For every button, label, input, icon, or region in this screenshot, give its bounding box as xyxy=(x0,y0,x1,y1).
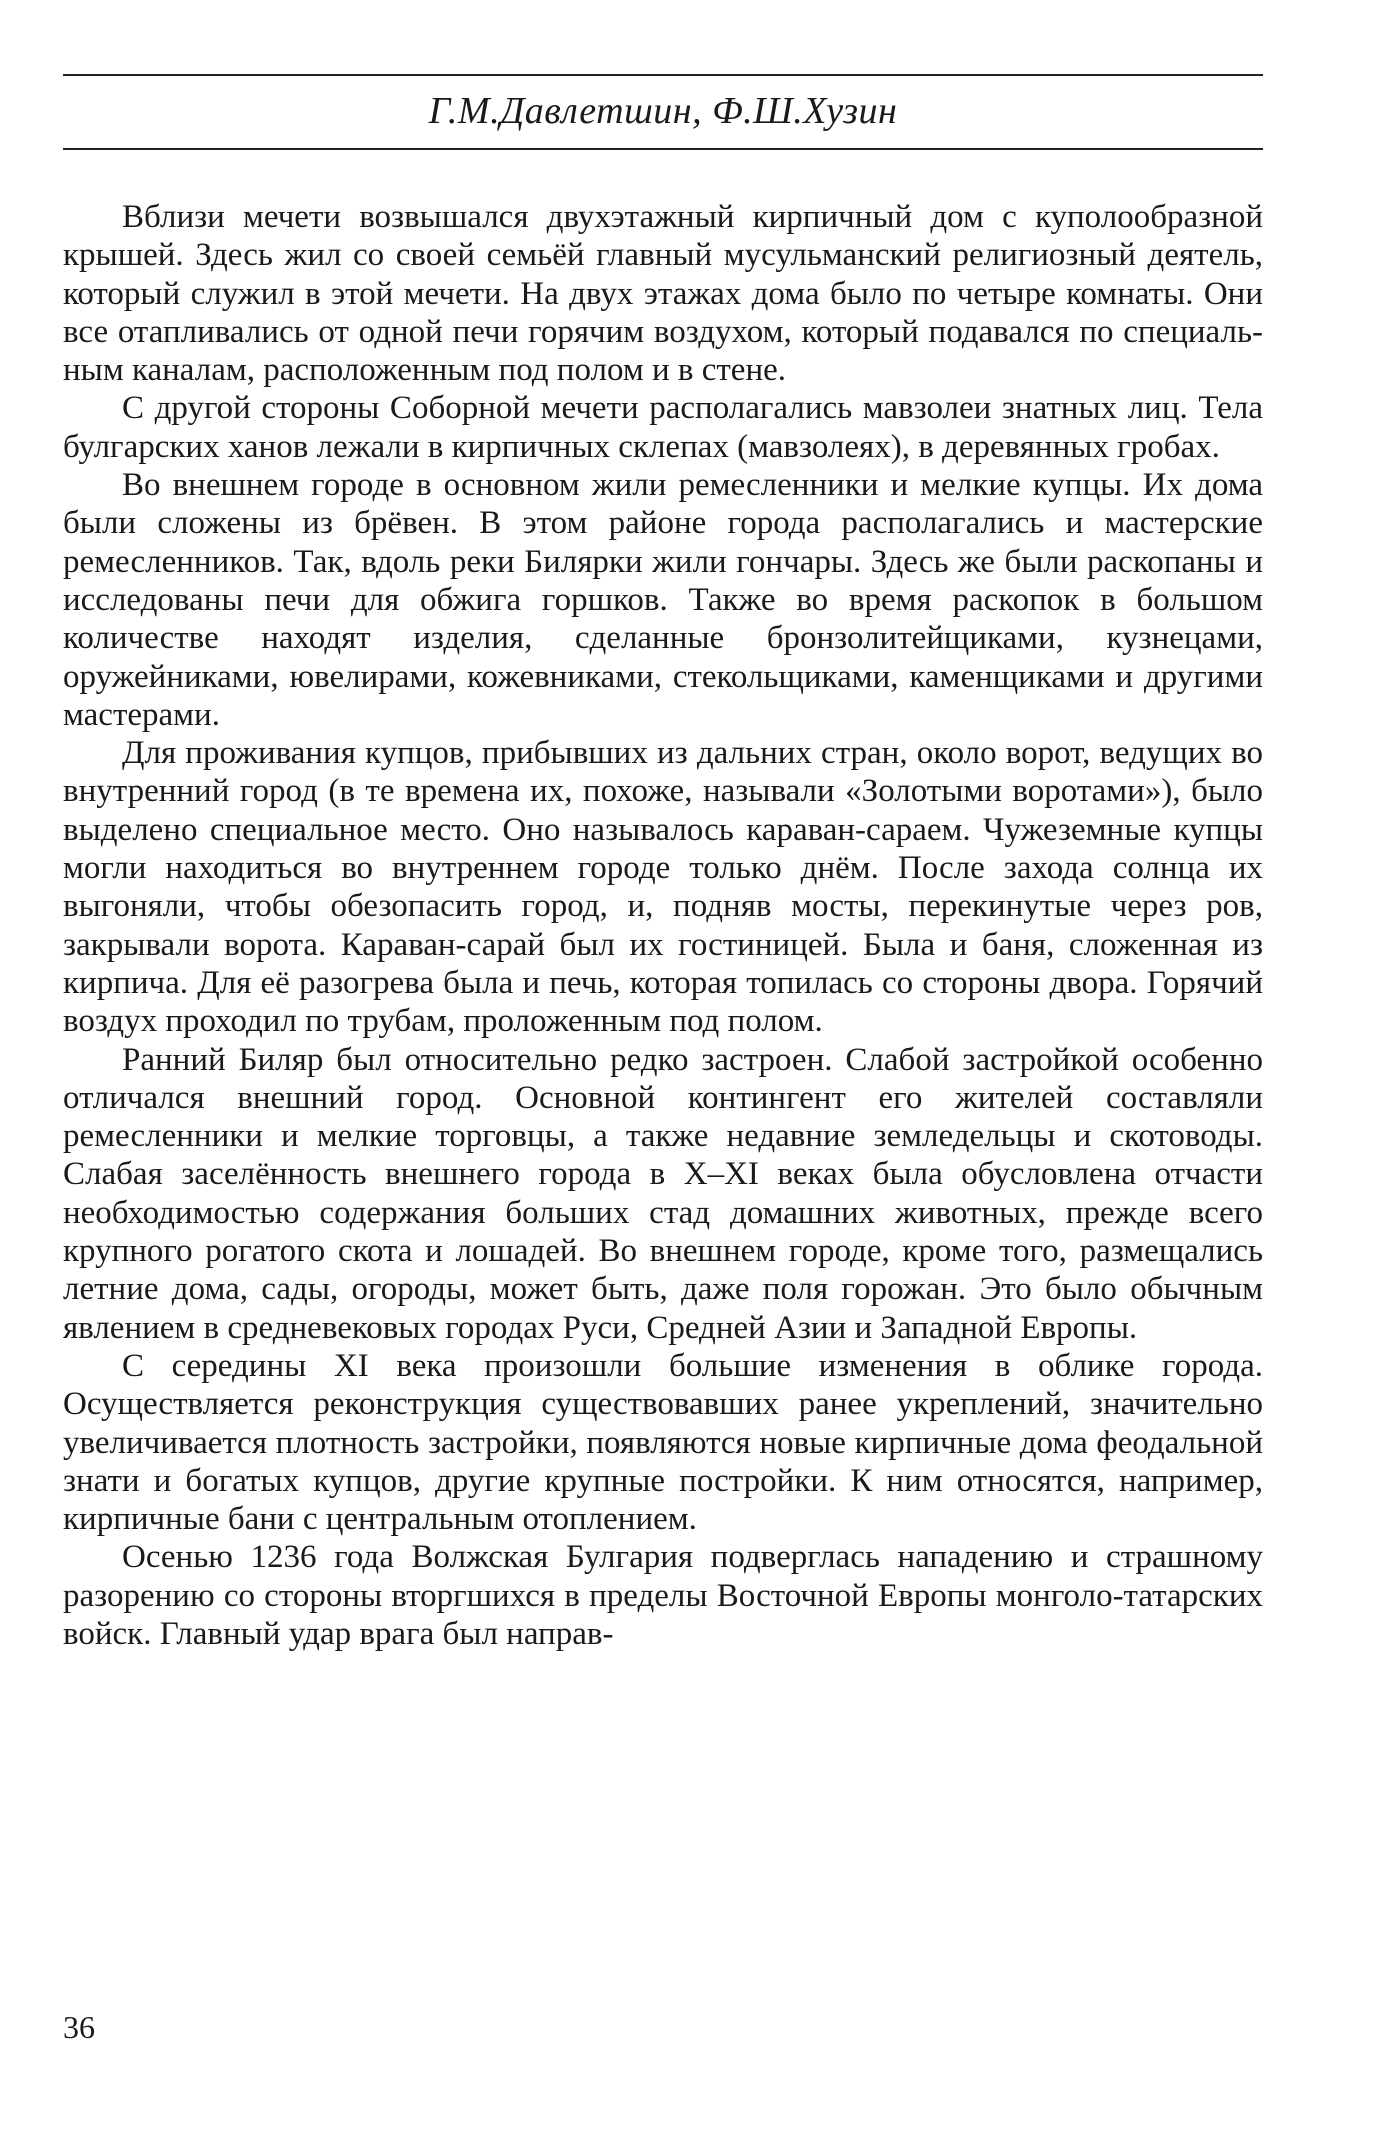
paragraph-mosque-house: Вблизи мечети возвышался двухэтажный кирпичный дом с куполообразной крышей. Здесь жил со своей семьёй главный мусульманский религиозный деятель, который служил в этой мечети. На двух этажах дома было по четыре комнаты. Они все отапливались от одной печи горячим воздухом, который подавался по специальным каналам, расположенным под полом и в стене. xyxy=(63,199,1263,389)
body-text xyxy=(63,198,1263,1653)
running-title: Г.М.Давлетшин, Ф.Ш.Хузин xyxy=(428,90,898,132)
paragraph-eleventh-century: С середины XI века произошли большие изменения в облике города. Осуществляется реконструкция существовавших ранее укреплений, значительно увеличивается плотность застройки, появляются новые кирпичные дома феодальной знати и богатых купцов, другие крупные постройки. К ним относятся, например, кирпичные бани с центральным отоплением. xyxy=(63,1347,1263,1538)
page-number: 36 xyxy=(63,2009,95,2045)
paragraph-early-bilyar: Ранний Биляр был относительно редко застроен. Слабой застройкой особенно отличался внешний город. Основной контингент его жителей составляли ремесленники и мелкие торговцы, а также недавние земледельцы и скотоводы. Слабая заселённость внешнего города в X–XI веках была обусловлена отчасти необходимостью содержания больших стад домашних животных, прежде всего крупного рогатого скота и лошадей. Во внешнем городе, кроме того, размещались летние дома, сады, огороды, может быть, даже поля горожан. Это было обычным явлением в средневековых городах Руси, Средней Азии и Западной Европы. xyxy=(63,1041,1263,1346)
paragraph-1236-invasion: Осенью 1236 года Волжская Булгария подверглась нападению и страшному разорению со стороны вторгшихся в пределы Восточной Европы монголо-татарских войск. Главный удар врага был направ- xyxy=(63,1539,1263,1652)
book-page xyxy=(63,74,1263,2114)
paragraph-outer-city: Во внешнем городе в основном жили ремесленники и мелкие купцы. Их дома были сложены из брёвен. В этом районе города располагались и мастерские ремесленников. Так, вдоль реки Билярки жили гончары. Здесь же были раскопаны и исследованы печи для обжига горшков. Также во время раскопок в большом количестве находят изделия, сделанные бронзолитейщиками, кузнецами, оружейниками, ювелирами, кожевниками, стекольщиками, каменщиками и другими мастерами. xyxy=(63,467,1263,733)
paragraph-caravan-saray: Для проживания купцов, прибывших из дальних стран, около ворот, ведущих во внутренний город (в те времена их, похоже, называли «Золотыми воротами»), было выделено специальное место. Оно называлось караван-сараем. Чужеземные купцы могли находиться во внутреннем городе только днём. После захода солнца их выгоняли, чтобы обезопасить город, и, подняв мосты, перекинутые через ров, закрывали ворота. Караван-сарай был их гостиницей. Была и баня, сложенная из кирпича. Для её разогрева была и печь, которая топилась со стороны двора. Горячий воздух проходил по трубам, проложенным под полом. xyxy=(63,735,1263,1040)
running-header xyxy=(63,74,1263,150)
paragraph-mausoleums: С другой стороны Соборной мечети располагались мавзолеи знатных лиц. Тела булгарских ханов лежали в кирпичных склепах (мавзолеях), в деревянных гробах. xyxy=(63,390,1263,465)
